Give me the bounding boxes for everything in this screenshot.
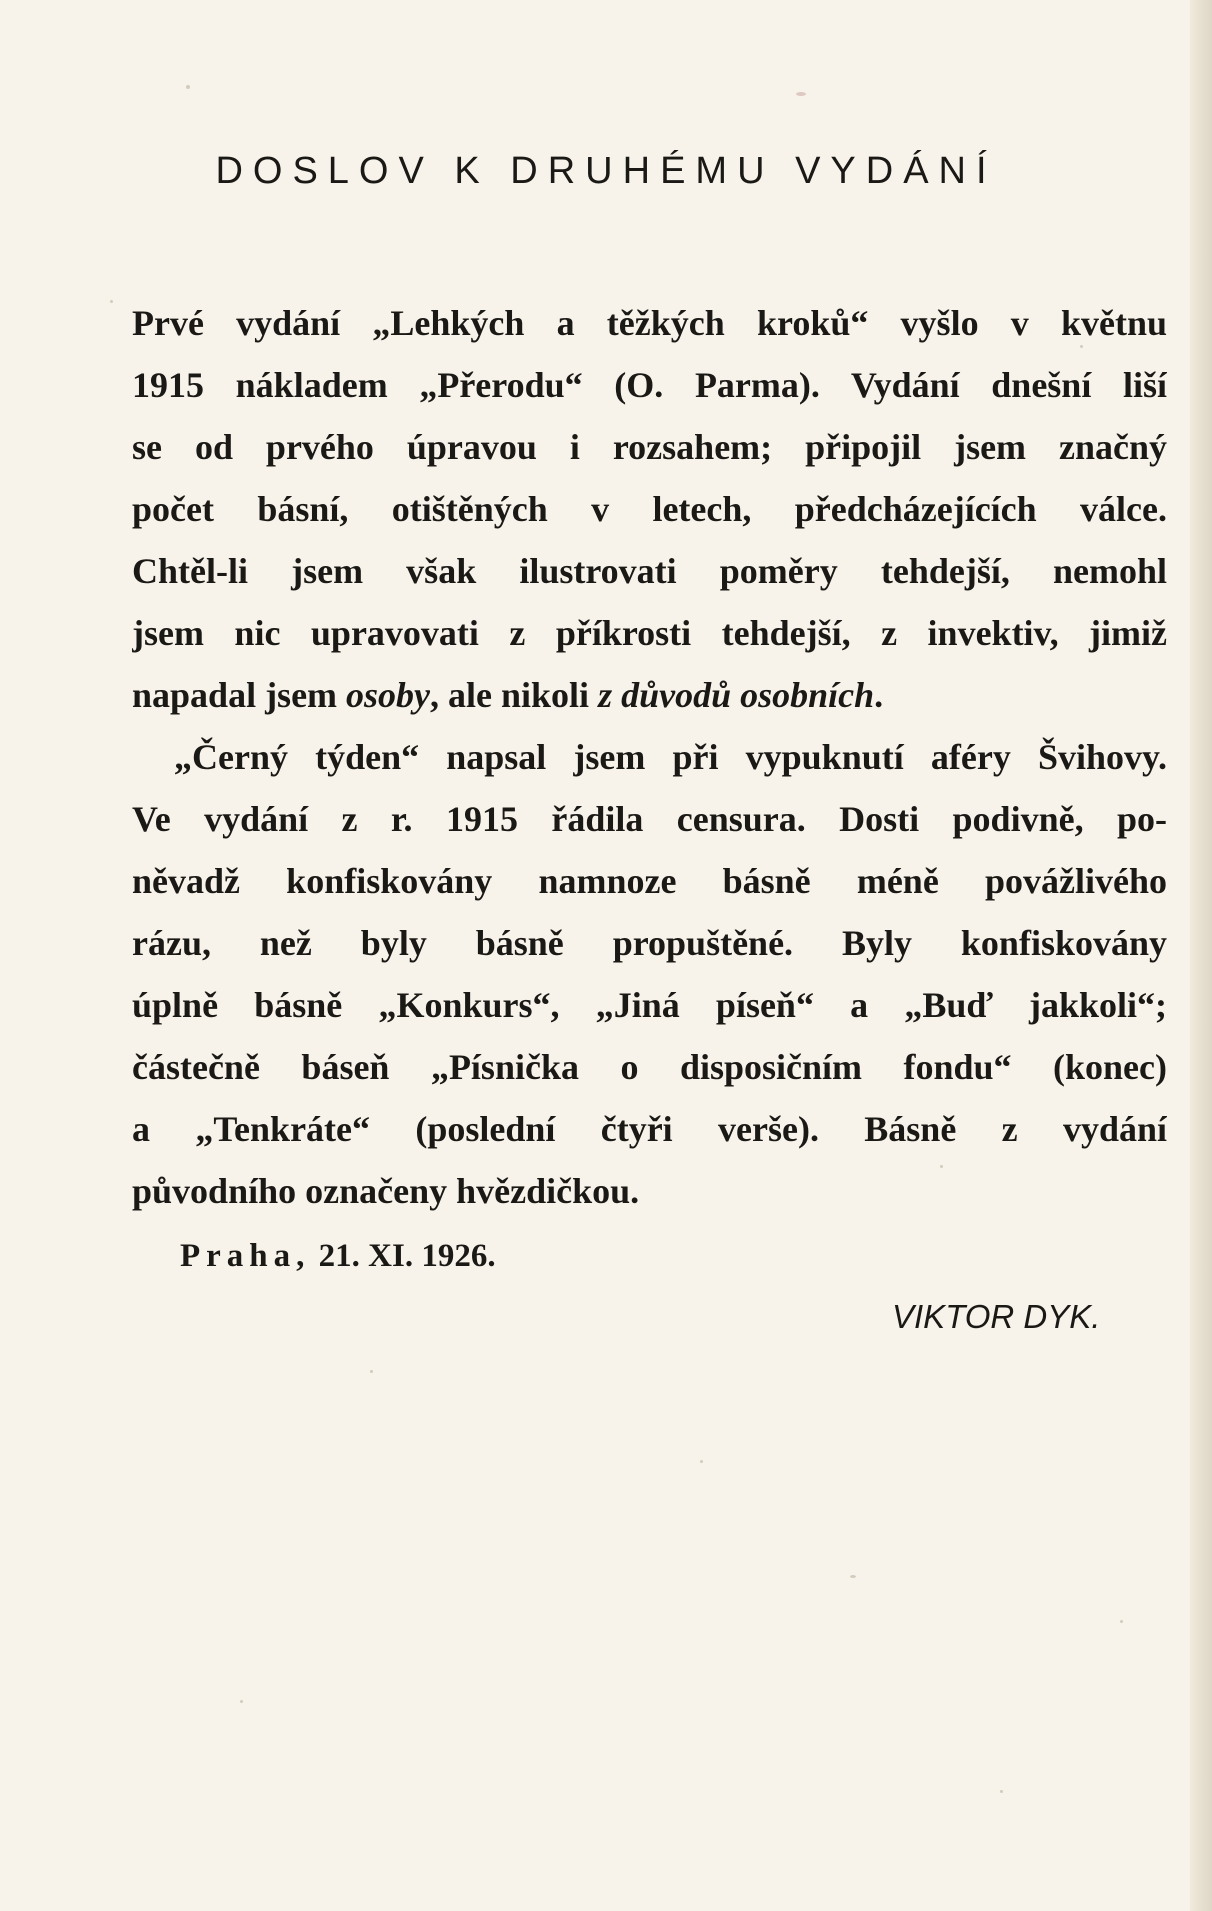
text-line: původního označeny hvězdičkou. [132,1171,640,1211]
text-line: se od prvého úpravou i rozsahem; připojil jsem značný [132,427,1167,467]
text-line: Prvé vydání „Lehkých a těžkých kroků“ vyšlo v květnu [132,303,1167,343]
paper-fleck [796,92,806,96]
text-line: částečně báseň „Písnička o disposičním fondu“ (konec) [132,1047,1167,1087]
place-and-date [180,1238,496,1275]
paper-fleck [1000,1790,1003,1793]
paper-fleck [370,1370,373,1373]
paper-fleck [1120,1620,1123,1623]
text-line: Chtěl-li jsem však ilustrovati poměry tehdejší, nemohl [132,551,1167,591]
paper-fleck [110,300,113,303]
paper-fleck [186,85,190,89]
date: 21. XI. 1926. [318,1238,496,1274]
paper-fleck [240,1700,243,1703]
text-line: a „Tenkráte“ (poslední čtyři verše). Básně z vydání [132,1109,1167,1149]
paper-fleck [850,1575,856,1578]
text-line: něvadž konfiskovány namnoze básně méně povážlivého [132,861,1167,901]
text-line: „Černý týden“ napsal jsem při vypuknutí aféry Švihovy. [174,737,1167,777]
emphasis-text: osoby [346,675,431,715]
text-run: . [874,675,884,715]
afterword-text [132,292,1167,1222]
text-line: 1915 nákladem „Přerodu“ (O. Parma). Vydání dnešní liší [132,365,1167,405]
emphasis-text: z důvodů osobních [598,675,875,715]
text-line [132,664,1167,726]
text-line: úplně básně „Konkurs“, „Jiná píseň“ a „Buď jakkoli“; [132,985,1167,1025]
page-edge-shadow [1190,0,1212,1911]
author-signature: VIKTOR DYK. [892,1298,1101,1335]
text-run: napadal jsem [132,675,347,715]
text-line: rázu, než byly básně propuštěné. Byly konfiskovány [132,923,1167,963]
page-title: DOSLOV K DRUHÉMU VYDÁNÍ [215,150,997,192]
text-line: počet básní, otištěných v letech, předcházejících válce. [132,489,1167,529]
text-run: , ale nikoli [430,675,599,715]
place: Praha, [180,1238,311,1274]
text-line: jsem nic upravovati z příkrosti tehdejší, z invektiv, jimiž [132,613,1167,653]
text-line: Ve vydání z r. 1915 řádila censura. Dosti podivně, po- [132,799,1167,839]
paper-fleck [700,1460,703,1463]
